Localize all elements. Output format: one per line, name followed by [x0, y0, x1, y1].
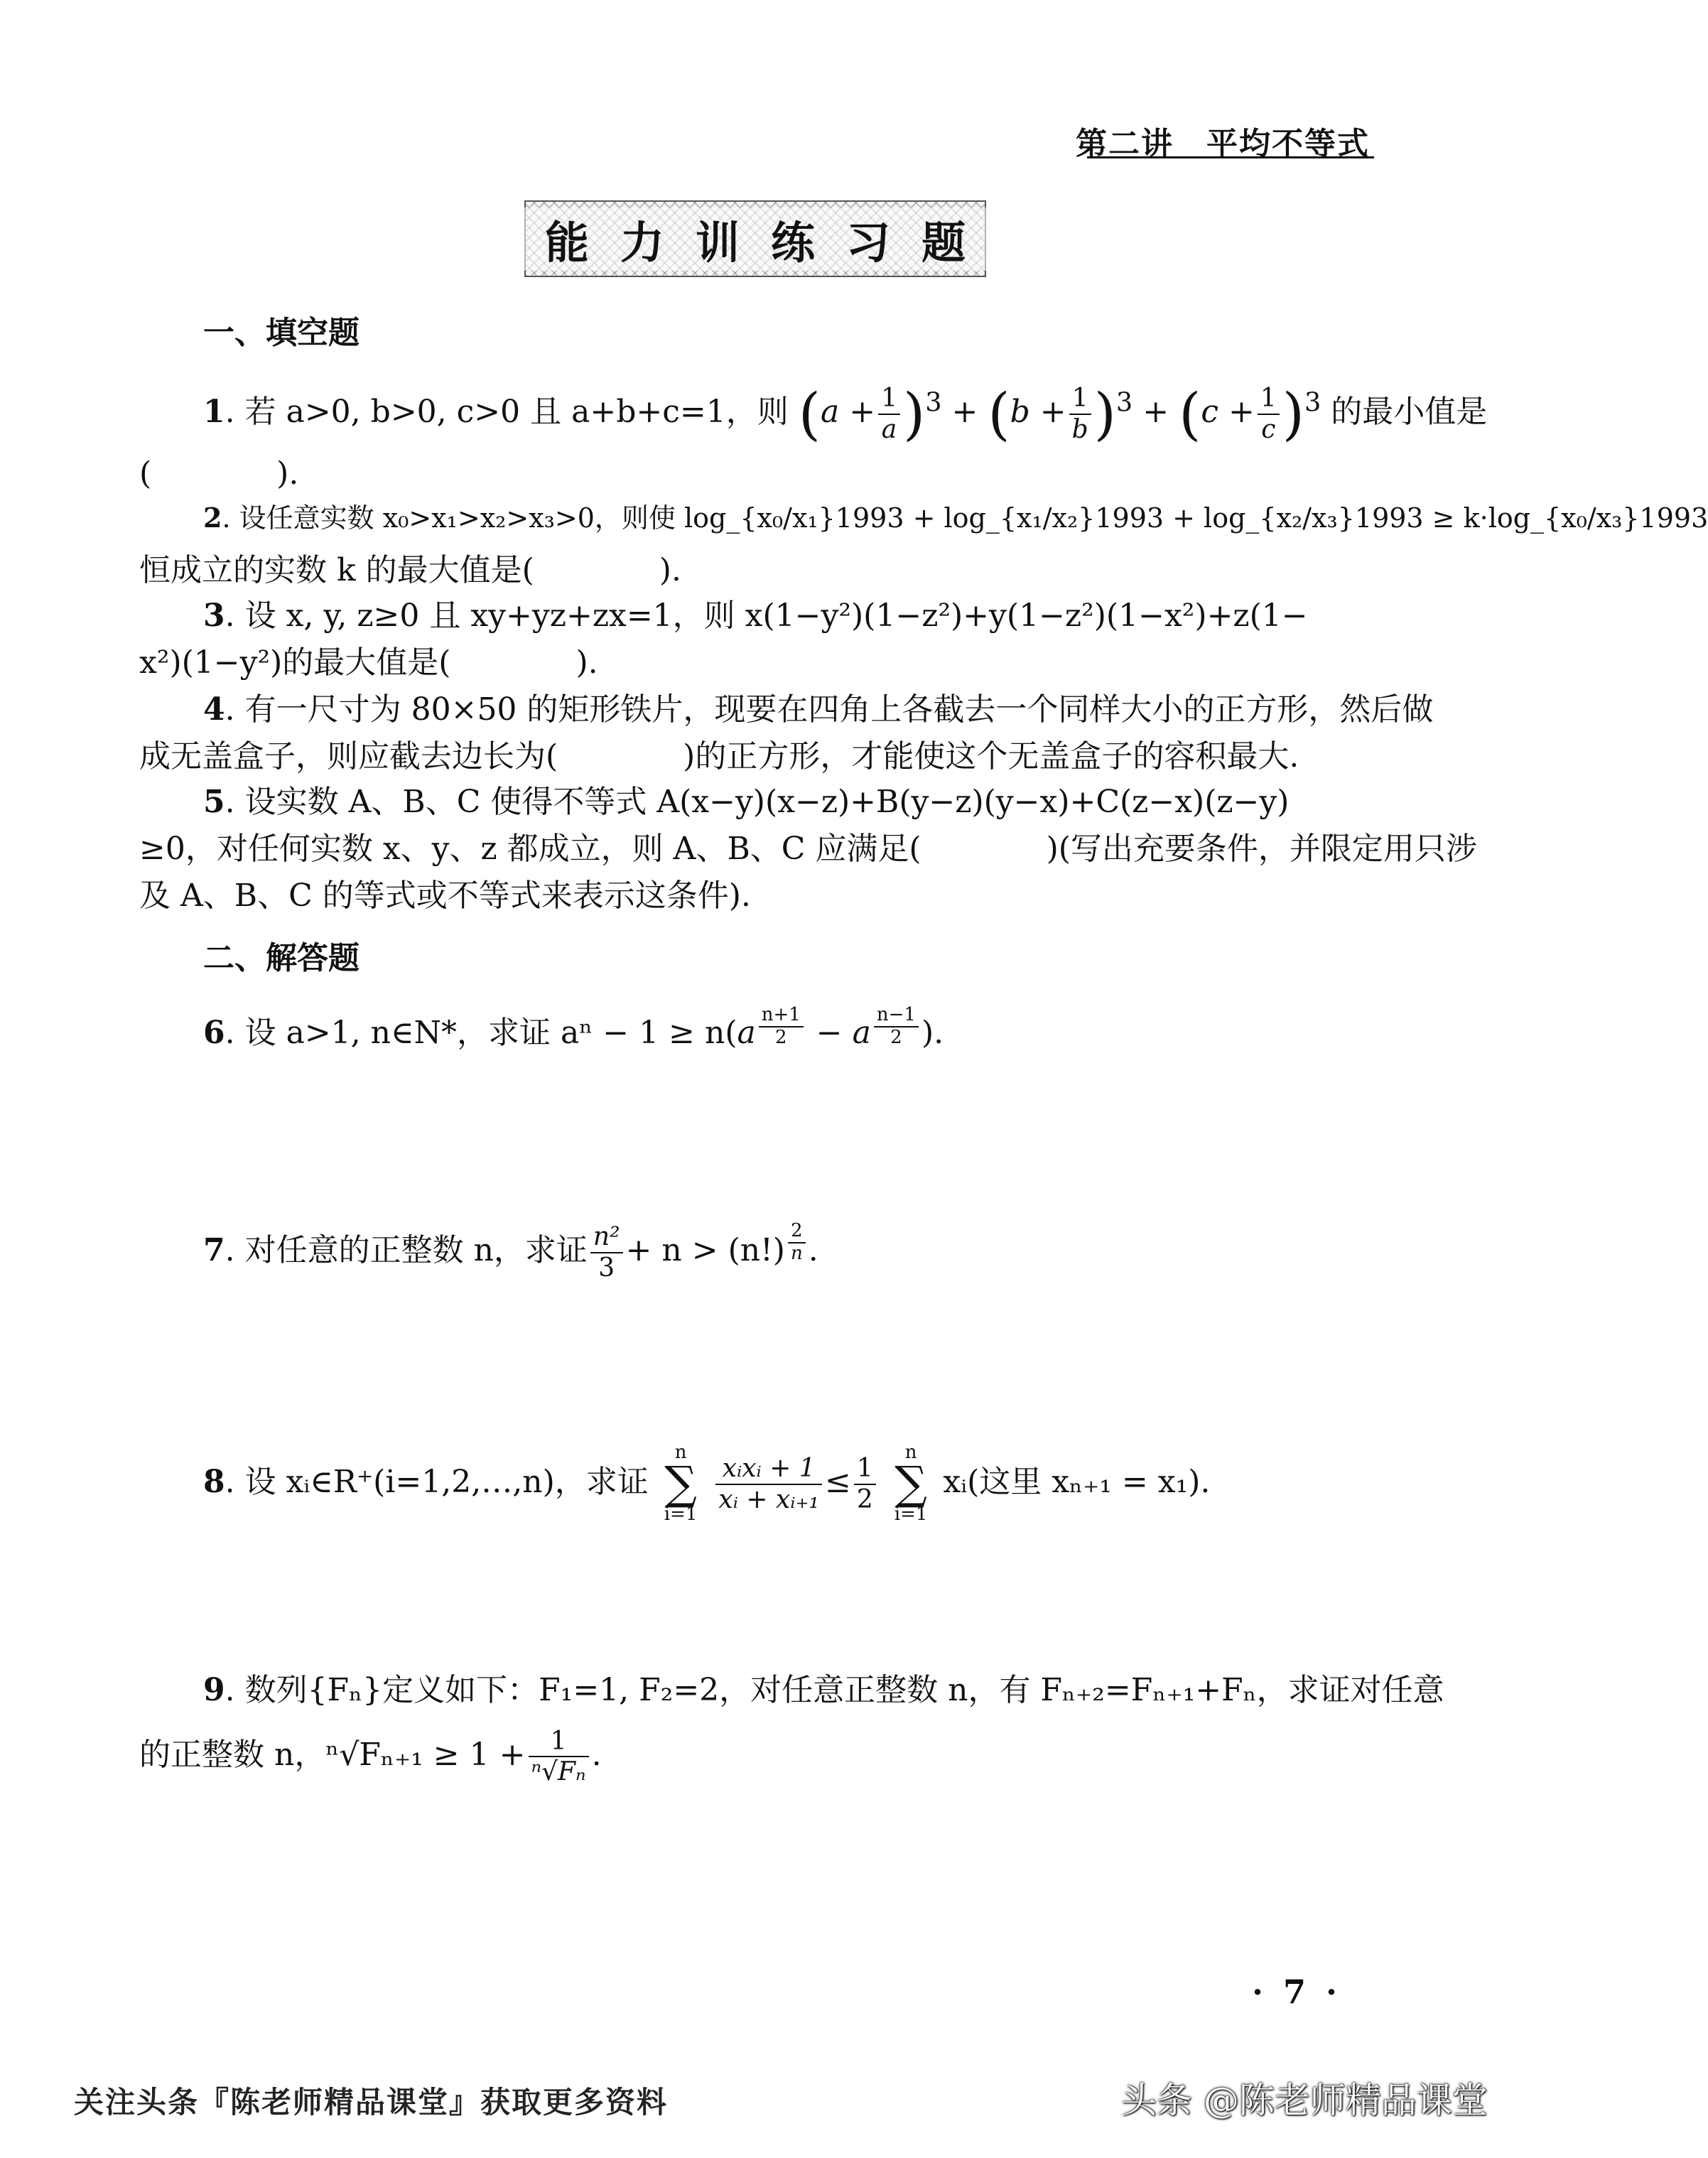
problem-6 [203, 1005, 944, 1052]
sum-term-frac: $\frac{\text{xᵢxᵢ + 1}}{\text{xᵢ + xᵢ₊₁}}$ [715, 1454, 822, 1514]
problem-8-prefix: . 设 xᵢ∈R⁺(i=1,2,…,n)，求证 [225, 1464, 649, 1501]
exponent-1: n+1 2 [756, 1013, 806, 1037]
frac-one-half: $\frac{1}{2}$ [854, 1454, 876, 1514]
term-b: b + [1010, 394, 1066, 430]
term-c: c + [1201, 394, 1255, 430]
problem-6-prefix: . 设 a>1, n∈N*，求证 aⁿ − 1 ≥ n( [225, 1015, 737, 1052]
problem-7 [203, 1221, 818, 1283]
problem-9-line-2 [139, 1727, 602, 1787]
problem-1-line-1: 1. 若 a>0, b>0, c>0 且 a+b+c=1，则 (a + $\frac{1}{a}$ )$^3$ + (b + $\frac{1}{b}$ )$^3$ + (c + $\frac{1}{c}$ )$^3$ 的最小值是 [203, 381, 1488, 447]
chapter-header: 第二讲 平均不等式 [1076, 126, 1370, 162]
problem-9-line-1 [203, 1664, 1444, 1710]
problem-1-line-2: ( ). [139, 455, 299, 492]
problem-1-suffix: 的最小值是 [1331, 394, 1488, 430]
footer-promo: 关注头条『陈老师精品课堂』获取更多资料 [74, 2085, 669, 2120]
problem-8-suffix: xᵢ(这里 xₙ₊₁ = x₁). [943, 1464, 1211, 1501]
frac-1-over-b: $\frac{1}{b}$ [1069, 384, 1091, 444]
power-b: 3 [1115, 387, 1133, 418]
problem-9-number: 9 [203, 1672, 225, 1708]
problem-9-line2-prefix: 的正整数 n，ⁿ√Fₙ₊₁ ≥ 1 + [139, 1736, 526, 1773]
problem-7-suffix: . [808, 1232, 818, 1269]
minus: − [806, 1015, 853, 1052]
problem-5-line-3: 及 A、B、C 的等式或不等式来表示这条件). [139, 878, 751, 914]
problem-7-prefix: . 对任意的正整数 n，求证 [225, 1232, 588, 1269]
exponent-2: n−1 2 [871, 1013, 921, 1037]
problem-5-text: . 设实数 A、B、C 使得不等式 A(x−y)(x−z)+B(y−z)(y−x)+C(z−x)(z−y) [225, 784, 1290, 820]
problem-9-line2-suffix: . [591, 1736, 602, 1773]
frac-n2-over-3: $\frac{\text{n²}}{3}$ [590, 1222, 623, 1283]
problem-4-text: . 有一尺寸为 80×50 的矩形铁片，现要在四角上各截去一个同样大小的正方形，然后做 [225, 691, 1434, 728]
problem-1-prefix: . 若 a>0, b>0, c>0 且 a+b+c=1，则 [225, 394, 789, 430]
problem-2-text: . 设任意实数 x₀>x₁>x₂>x₃>0，则使 log_{x₀/x₁}1993 + log_{x₁/x₂}1993 + log_{x₂/x₃}1993 ≥ k·log_{x₀/x₃}1993 [222, 502, 1708, 534]
frac-1-over-root-fn: $\frac{1}{\text{ⁿ√Fₙ}}$ [529, 1727, 589, 1787]
section-fill-blank: 一、填空题 [203, 315, 360, 351]
problem-4-line-2: 成无盖盒子，则应截去边长为( )的正方形，才能使这个无盖盒子的容积最大. [139, 738, 1299, 775]
problem-8-number: 8 [203, 1464, 225, 1501]
title-banner [524, 200, 998, 277]
power-a: 3 [925, 387, 942, 418]
sum-1: n ∑ i=1 [664, 1442, 698, 1526]
problem-9-text: . 数列{Fₙ}定义如下：F₁=1, F₂=2，对任意正整数 n，有 Fₙ₊₂=Fₙ₊₁+Fₙ，求证对任意 [225, 1672, 1444, 1708]
sum-2: n ∑ i=1 [894, 1442, 928, 1526]
base-a-1: a [737, 1015, 756, 1052]
problem-4-line-1 [203, 684, 1433, 729]
plus-1: + [951, 394, 978, 430]
problem-7-number: 7 [203, 1232, 225, 1269]
term-a: a + [820, 394, 876, 430]
problem-2-line-2: 恒成立的实数 k 的最大值是( ). [139, 552, 681, 588]
frac-1-over-c: $\frac{1}{c}$ [1258, 384, 1280, 444]
page-number: · 7 · [1252, 1973, 1342, 2011]
problem-1-number: 1 [203, 394, 225, 430]
frac-1-over-a: $\frac{1}{a}$ [878, 384, 900, 444]
leq-sign: ≤ [824, 1464, 851, 1501]
problem-5-number: 5 [203, 784, 225, 820]
problem-7-mid: + n > (n!) [625, 1232, 785, 1269]
problem-4-number: 4 [203, 691, 225, 728]
problem-6-suffix: ). [921, 1015, 944, 1052]
plus-2: + [1142, 394, 1169, 430]
base-a-2: a [852, 1015, 871, 1052]
problem-6-number: 6 [203, 1015, 225, 1052]
section-answer: 二、解答题 [203, 940, 360, 976]
power-c: 3 [1304, 387, 1321, 418]
problem-3-line-1 [203, 590, 1308, 635]
watermark: 头条 @陈老师精品课堂 [1121, 2080, 1488, 2121]
problem-2-line-1 [203, 496, 1708, 535]
problem-5-line-2: ≥0，对任何实数 x、y、z 都成立，则 A、B、C 应满足( )(写出充要条件，并限定用只涉 [139, 831, 1477, 867]
problem-3-number: 3 [203, 598, 225, 634]
problem-3-text: . 设 x, y, z≥0 且 xy+yz+zx=1，则 x(1−y²)(1−z²)+y(1−z²)(1−x²)+z(1− [225, 598, 1308, 634]
header-rule [1087, 156, 1374, 158]
exponent-2-over-n: 2 n [785, 1225, 809, 1256]
problem-5-line-1 [203, 776, 1289, 821]
problem-2-number: 2 [203, 502, 222, 534]
problem-8 [203, 1442, 1210, 1526]
problem-3-line-2: x²)(1−y²)的最大值是( ). [139, 644, 598, 681]
page-title: 能力训练习题 [514, 207, 997, 271]
